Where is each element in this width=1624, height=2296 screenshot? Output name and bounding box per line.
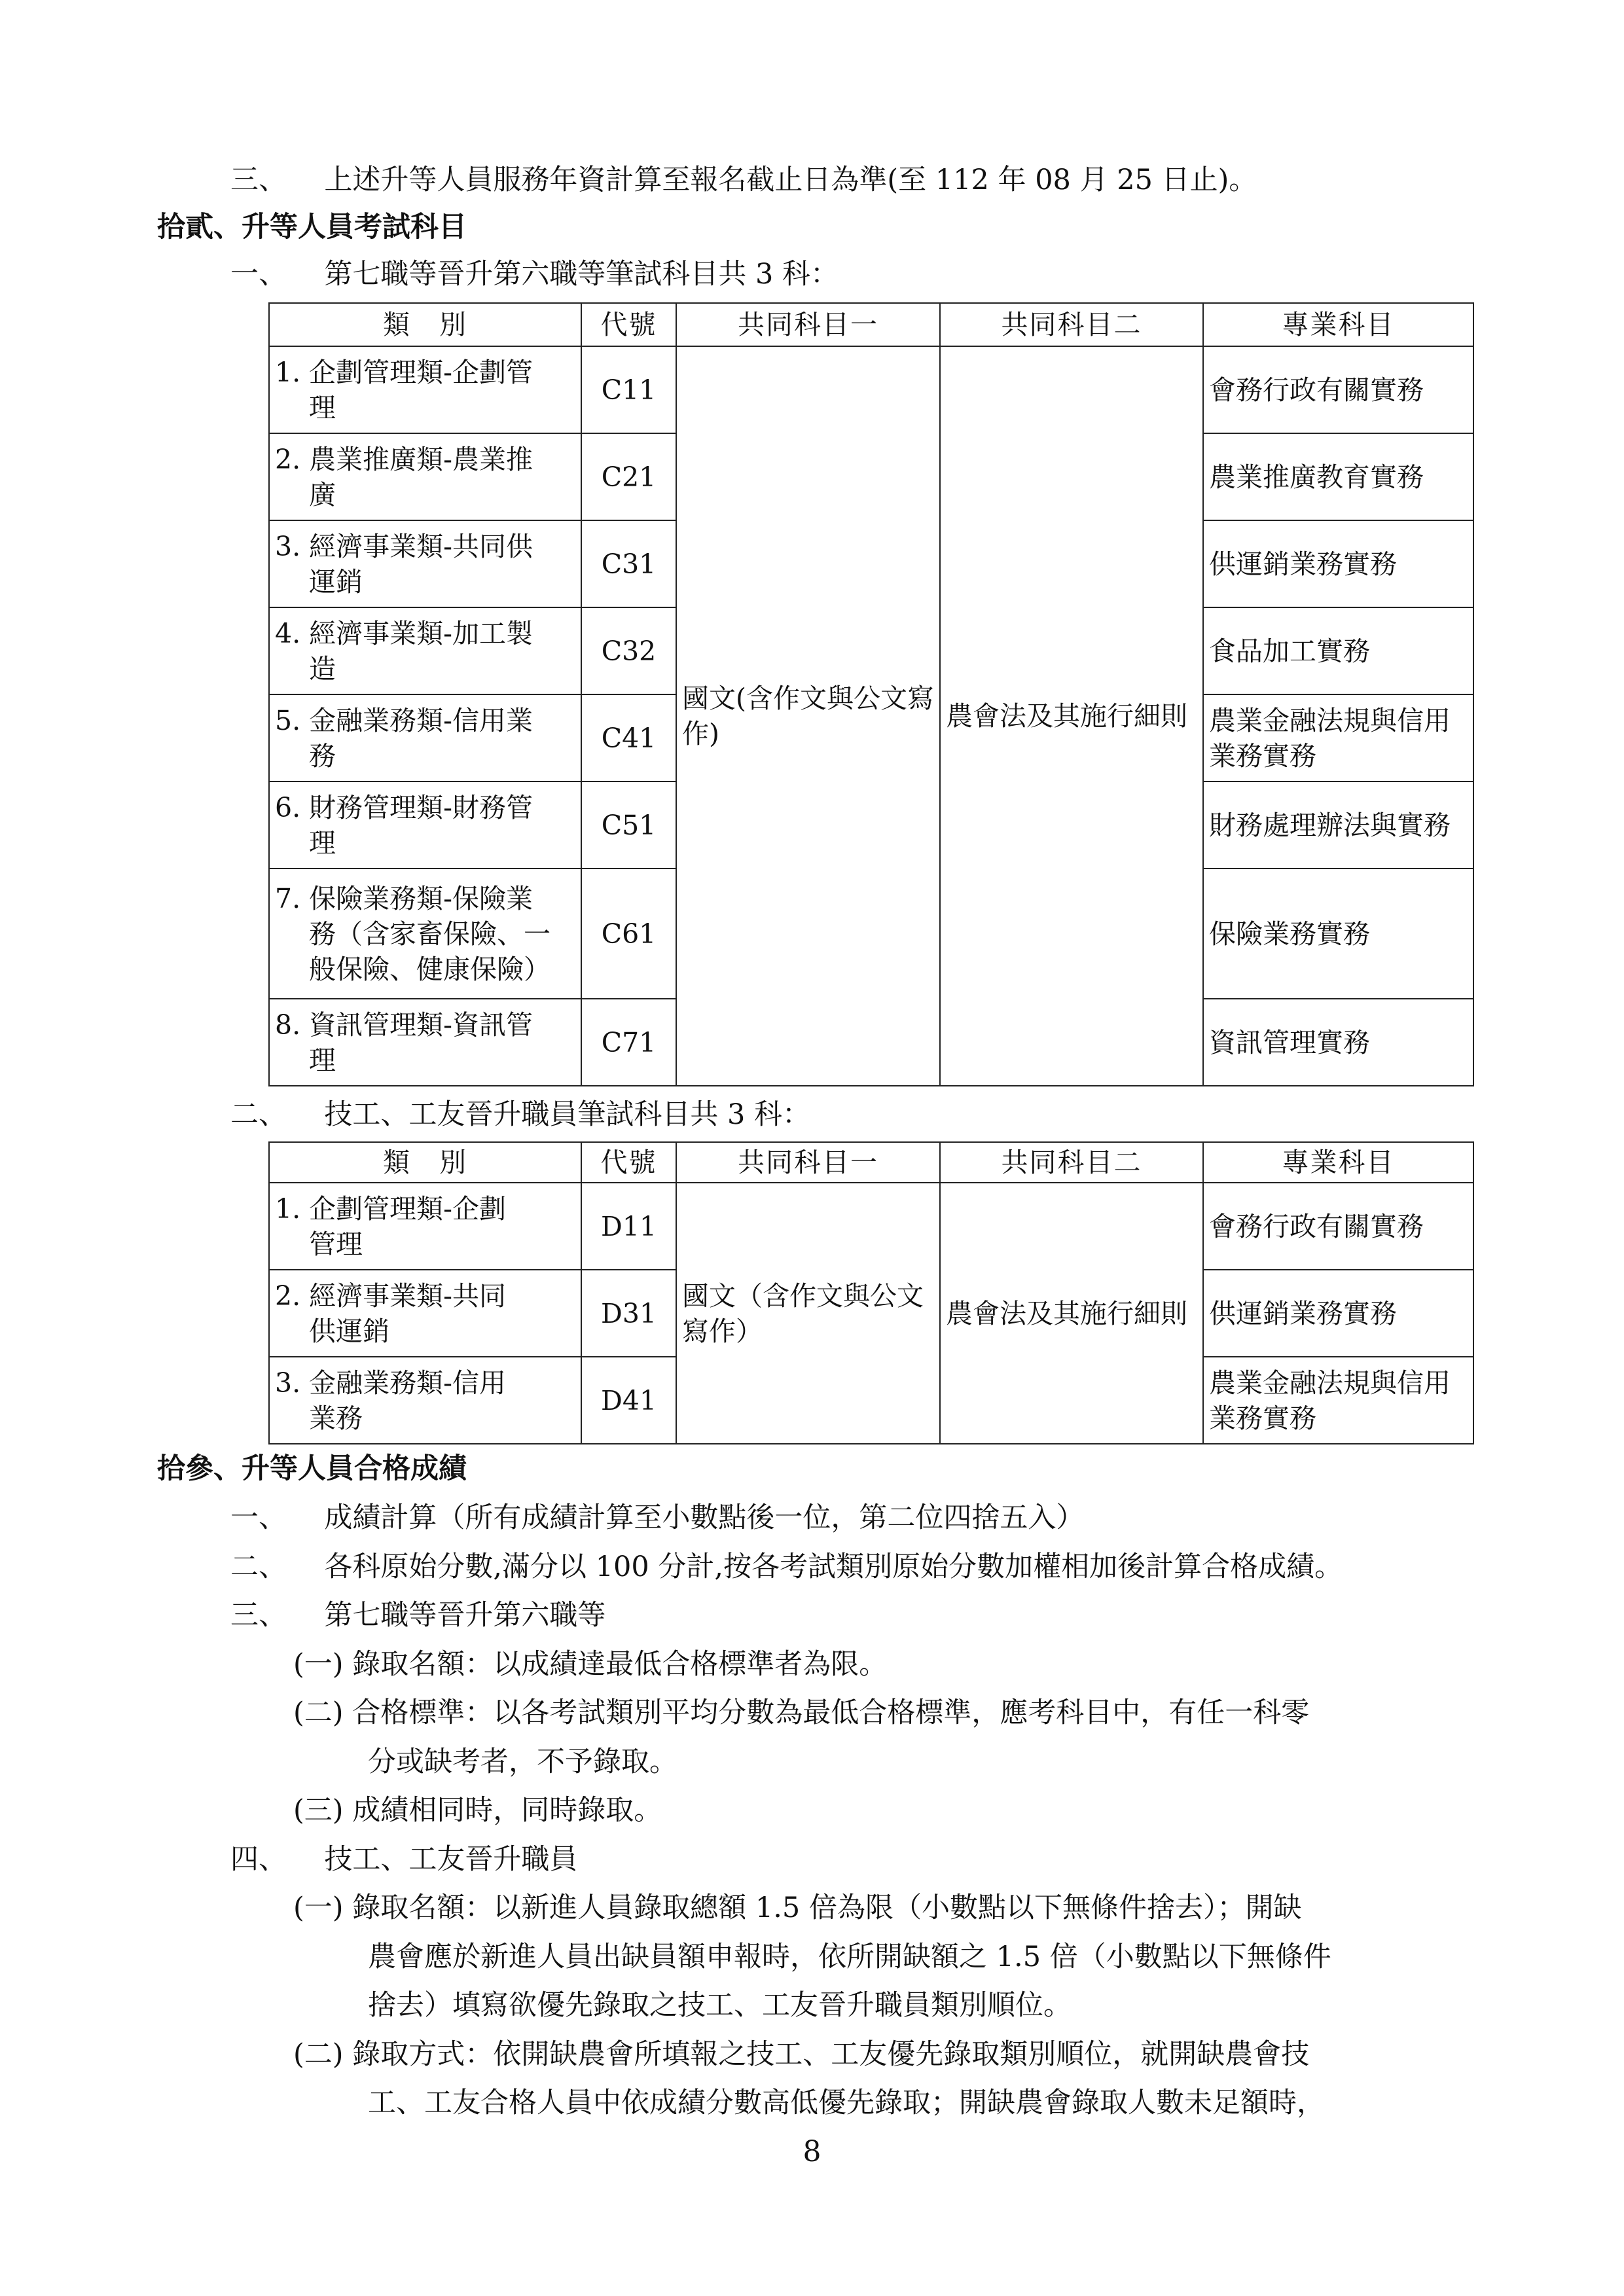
list-item: (二) 合格標準：以各考試類別平均分數為最低合格標準，應考科目中，有任一科零 bbox=[293, 1696, 1310, 1729]
list-marker: (一) bbox=[293, 1648, 344, 1681]
list-marker: 三、 bbox=[230, 1599, 287, 1632]
category-cell: 4. 經濟事業類-加工製 造 bbox=[269, 607, 581, 694]
code-cell: C32 bbox=[581, 607, 676, 694]
part1-text: 第七職等晉升第六職等筆試科目共 3 科： bbox=[324, 258, 839, 291]
list-marker: 四、 bbox=[230, 1843, 287, 1876]
category-cell: 1. 企劃管理類-企劃 管理 bbox=[269, 1183, 581, 1270]
code-cell: D11 bbox=[581, 1183, 676, 1270]
list-item-continuation: 工、工友合格人員中依成績分數高低優先錄取；開缺農會錄取人數未足額時， bbox=[368, 2087, 1325, 2119]
major-cell: 保險業務實務 bbox=[1203, 869, 1473, 999]
list-marker: (二) bbox=[293, 1696, 344, 1729]
list-marker: 一、 bbox=[230, 1501, 287, 1534]
part2-text: 技工、工友晉升職員筆試科目共 3 科： bbox=[324, 1098, 811, 1131]
list-item: (二) 錄取方式：依開缺農會所填報之技工、工友優先錄取類別順位，就開缺農會技 bbox=[293, 2038, 1310, 2071]
major-cell: 財務處理辦法與實務 bbox=[1203, 781, 1473, 869]
header-major: 專業科目 bbox=[1203, 1142, 1473, 1183]
list-item: (一) 錄取名額：以新進人員錄取總額 1.5 倍為限（小數點以下無條件捨去）；開缺 bbox=[293, 1892, 1302, 1924]
list-item-continuation: 農會應於新進人員出缺員額申報時，依所開缺額之 1.5 倍（小數點以下無條件 bbox=[368, 1941, 1331, 1973]
code-cell: C31 bbox=[581, 520, 676, 607]
major-cell: 會務行政有關實務 bbox=[1203, 346, 1473, 433]
table-row bbox=[269, 1183, 1473, 1270]
category-cell: 7. 保險業務類-保險業 務（含家畜保險、一 般保險、健康保險） bbox=[269, 869, 581, 999]
list-item: 四、 技工、工友晉升職員 bbox=[230, 1843, 578, 1876]
list-item: (一) 錄取名額：以成績達最低合格標準者為限。 bbox=[293, 1648, 888, 1681]
code-cell: C51 bbox=[581, 781, 676, 869]
part1-caption bbox=[230, 256, 839, 293]
intro-item bbox=[230, 162, 1257, 198]
major-cell: 供運銷業務實務 bbox=[1203, 520, 1473, 607]
list-marker: (一) bbox=[293, 1892, 344, 1924]
common-subject-1-cell: 國文(含作文與公文寫作) bbox=[676, 346, 940, 1086]
code-cell: D41 bbox=[581, 1357, 676, 1444]
page-number: 8 bbox=[803, 2135, 821, 2168]
part2-caption bbox=[230, 1096, 810, 1133]
table-header-row bbox=[269, 1142, 1473, 1183]
header-code: 代號 bbox=[581, 303, 676, 346]
major-cell: 食品加工實務 bbox=[1203, 607, 1473, 694]
major-cell: 會務行政有關實務 bbox=[1203, 1183, 1473, 1270]
category-cell: 6. 財務管理類-財務管 理 bbox=[269, 781, 581, 869]
major-cell: 資訊管理實務 bbox=[1203, 999, 1473, 1086]
code-cell: C21 bbox=[581, 433, 676, 520]
list-item: 二、 各科原始分數,滿分以 100 分計,按各考試類別原始分數加權相加後計算合格成績。 bbox=[230, 1551, 1343, 1583]
header-common-2: 共同科目二 bbox=[940, 303, 1203, 346]
list-item: (三) 成績相同時，同時錄取。 bbox=[293, 1794, 662, 1827]
category-cell: 1. 企劃管理類-企劃管 理 bbox=[269, 346, 581, 433]
category-cell: 5. 金融業務類-信用業 務 bbox=[269, 694, 581, 781]
list-marker: 二、 bbox=[230, 1098, 287, 1131]
intro-text: 上述升等人員服務年資計算至報名截止日為準(至 112 年 08 月 25 日止)。 bbox=[324, 164, 1257, 196]
category-cell: 3. 經濟事業類-共同供 運銷 bbox=[269, 520, 581, 607]
code-cell: C11 bbox=[581, 346, 676, 433]
list-marker: 二、 bbox=[230, 1551, 287, 1583]
list-item-continuation: 分或缺考者，不予錄取。 bbox=[368, 1746, 677, 1778]
header-major: 專業科目 bbox=[1203, 303, 1473, 346]
common-subject-1-cell: 國文（含作文與公文寫作） bbox=[676, 1183, 940, 1444]
major-cell: 農業金融法規與信用業務實務 bbox=[1203, 694, 1473, 781]
common-subject-2-cell: 農會法及其施行細則 bbox=[940, 346, 1203, 1086]
major-cell: 供運銷業務實務 bbox=[1203, 1270, 1473, 1357]
list-item: 三、 第七職等晉升第六職等 bbox=[230, 1599, 606, 1632]
category-cell: 2. 農業推廣類-農業推 廣 bbox=[269, 433, 581, 520]
major-cell: 農業推廣教育實務 bbox=[1203, 433, 1473, 520]
category-cell: 2. 經濟事業類-共同 供運銷 bbox=[269, 1270, 581, 1357]
header-category: 類 別 bbox=[269, 303, 581, 346]
list-item: 一、 成績計算（所有成績計算至小數點後一位，第二位四捨五入） bbox=[230, 1501, 1085, 1534]
common-subject-2-cell: 農會法及其施行細則 bbox=[940, 1183, 1203, 1444]
table-header-row bbox=[269, 303, 1473, 346]
section-heading-13: 拾參、升等人員合格成績 bbox=[157, 1452, 467, 1485]
category-cell: 8. 資訊管理類-資訊管 理 bbox=[269, 999, 581, 1086]
list-marker: 三、 bbox=[230, 164, 287, 196]
category-cell: 3. 金融業務類-信用 業務 bbox=[269, 1357, 581, 1444]
exam-subjects-table-1 bbox=[268, 302, 1474, 1086]
code-cell: C61 bbox=[581, 869, 676, 999]
table-row bbox=[269, 346, 1473, 433]
header-common-1: 共同科目一 bbox=[676, 1142, 940, 1183]
header-common-2: 共同科目二 bbox=[940, 1142, 1203, 1183]
section-heading-12: 拾貳、升等人員考試科目 bbox=[157, 211, 467, 243]
exam-subjects-table-2 bbox=[268, 1141, 1474, 1444]
list-item-continuation: 捨去）填寫欲優先錄取之技工、工友晉升職員類別順位。 bbox=[368, 1989, 1072, 2022]
code-cell: D31 bbox=[581, 1270, 676, 1357]
code-cell: C71 bbox=[581, 999, 676, 1086]
header-category: 類 別 bbox=[269, 1142, 581, 1183]
list-marker: (三) bbox=[293, 1794, 344, 1827]
major-cell: 農業金融法規與信用業務實務 bbox=[1203, 1357, 1473, 1444]
list-marker: (二) bbox=[293, 2038, 344, 2071]
header-code: 代號 bbox=[581, 1142, 676, 1183]
header-common-1: 共同科目一 bbox=[676, 303, 940, 346]
code-cell: C41 bbox=[581, 694, 676, 781]
list-marker: 一、 bbox=[230, 258, 287, 291]
